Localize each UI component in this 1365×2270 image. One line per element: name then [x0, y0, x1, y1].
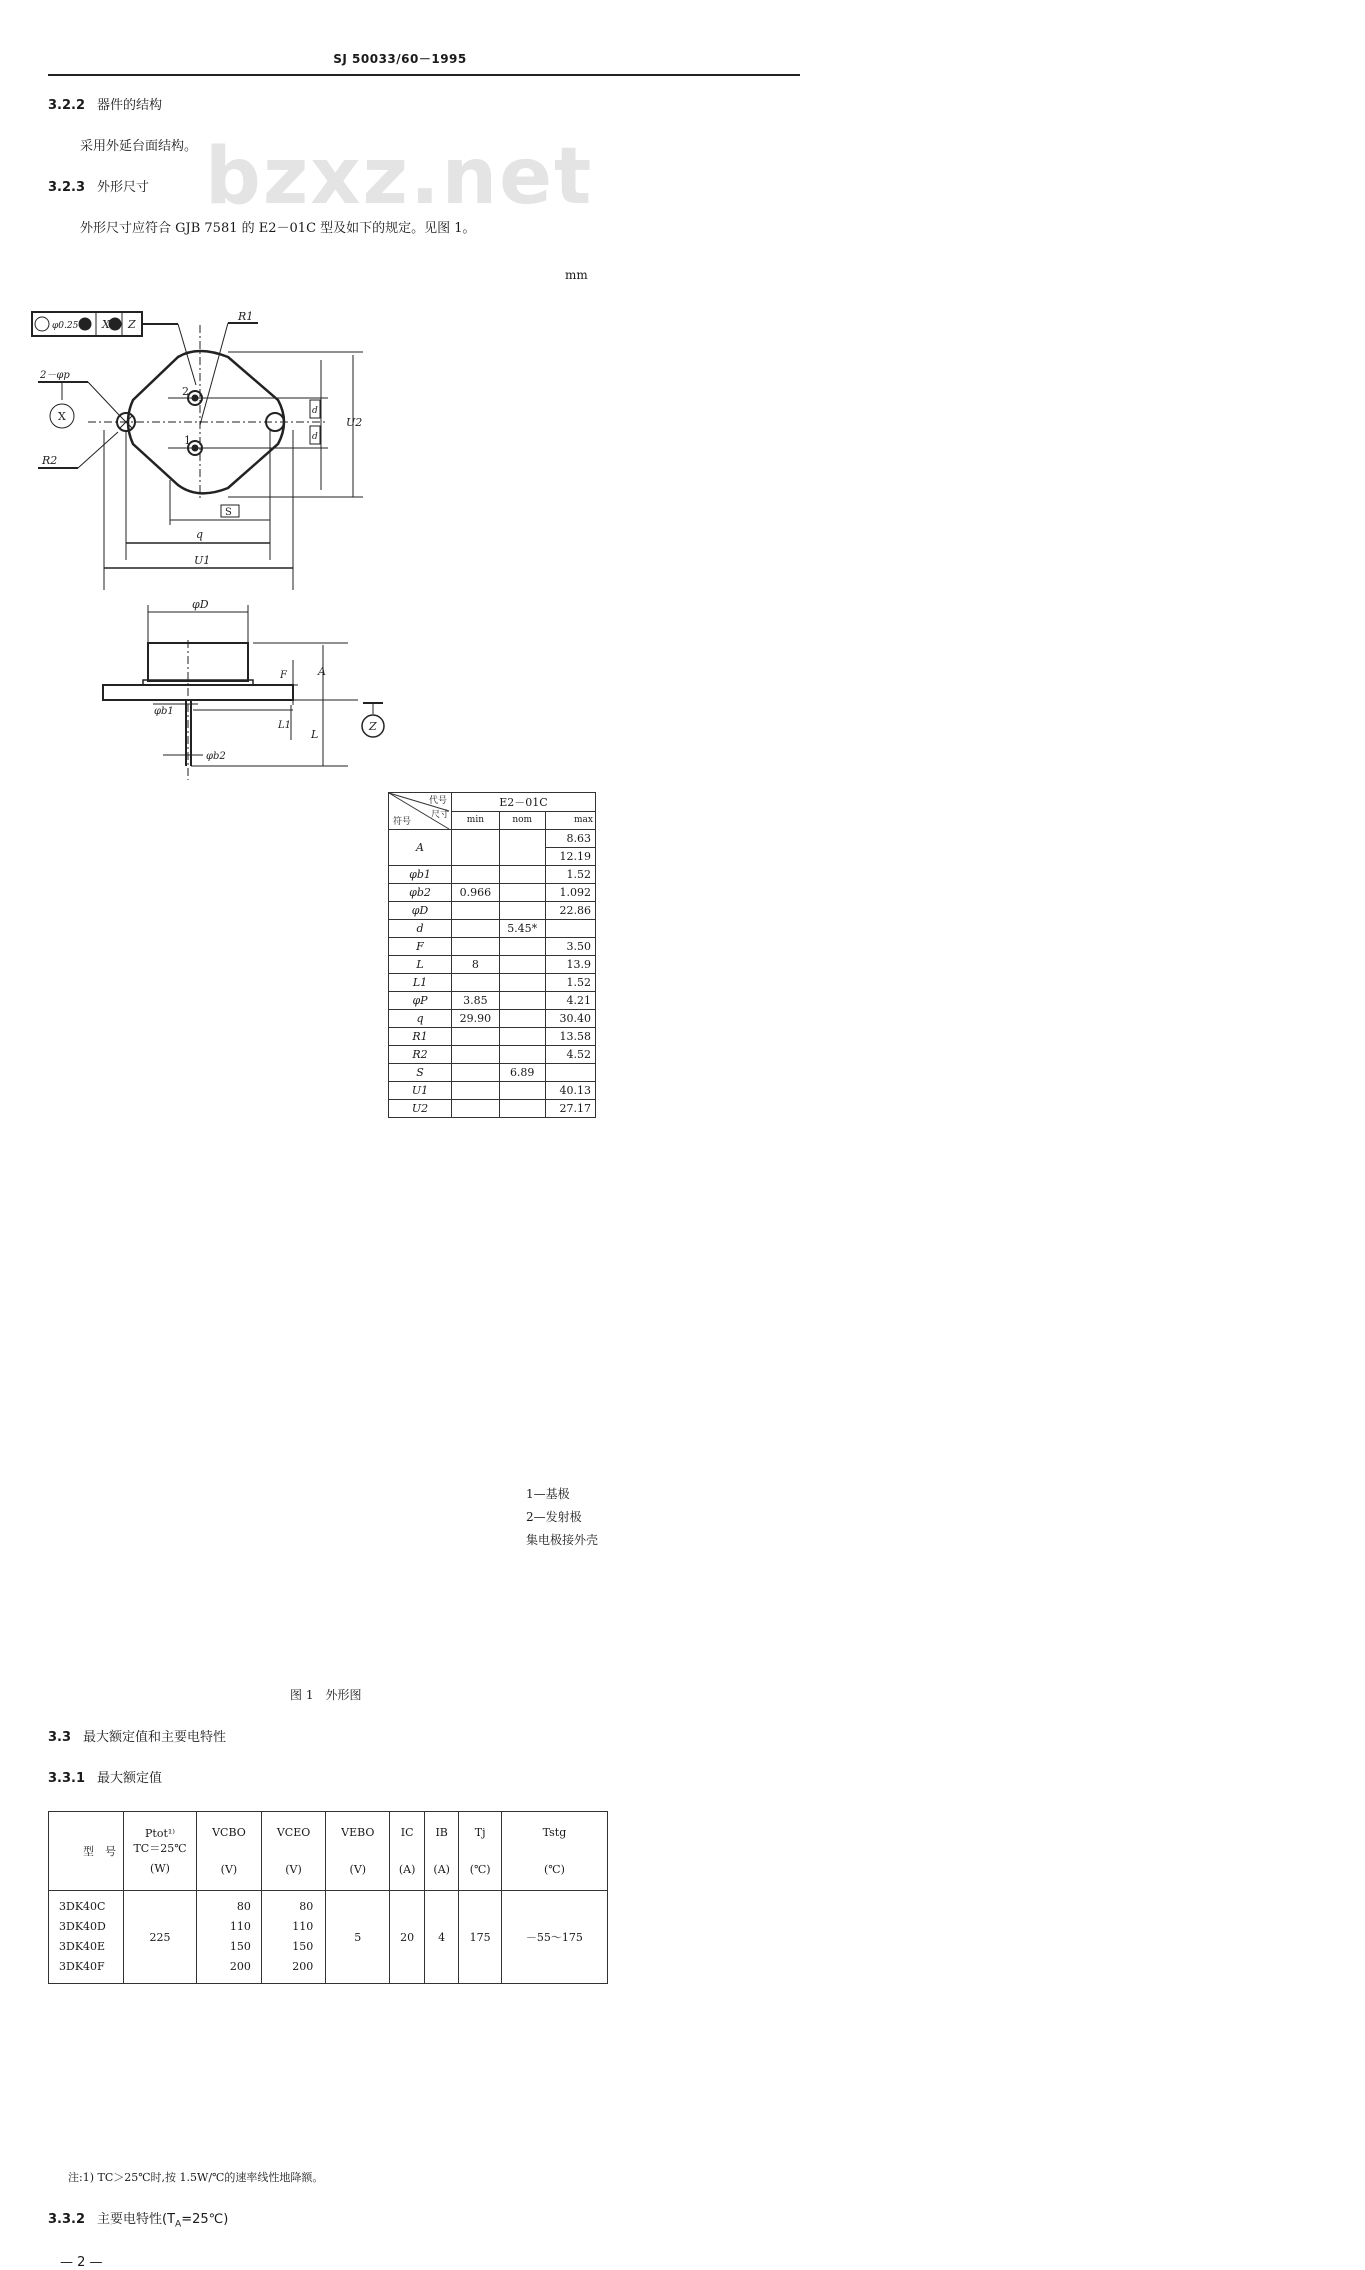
table-row: [49, 1891, 608, 1984]
ib-value: 4: [424, 1891, 459, 1984]
col-tstg: Tstg (℃): [501, 1812, 607, 1891]
col-vebo: VEBO (V): [326, 1812, 390, 1891]
label-f: F: [280, 670, 287, 681]
table-row: φb1 1.52: [389, 866, 596, 884]
figure-caption: 图 1 外形图: [290, 1688, 362, 1702]
table-row: U2 27.17: [389, 1100, 596, 1118]
page-number: — 2 —: [60, 2254, 103, 2270]
ptot-value: 225: [124, 1891, 197, 1984]
tj-value: 175: [459, 1891, 501, 1984]
table-row: L 8 13.9: [389, 956, 596, 974]
label-phi-b1: φb1: [154, 706, 174, 717]
vebo-value: 5: [326, 1891, 390, 1984]
tstg-value: －55～175: [501, 1891, 607, 1984]
table-row: F 3.50: [389, 938, 596, 956]
vcbo-values: 80 110 150 200: [197, 1891, 262, 1984]
section-3-2-2-body: 采用外延台面结构。: [80, 139, 198, 154]
col-vcbo: VCBO (V): [197, 1812, 262, 1891]
section-3-3-2-heading: 3.3.2 主要电特性$(T_A=25℃)$: [48, 2212, 229, 2230]
pin-legend: [526, 1483, 1326, 1552]
legend-pin-2: 2—发射极: [526, 1510, 582, 1524]
label-u2: U2: [346, 416, 363, 429]
vceo-values: 80 110 150 200: [261, 1891, 325, 1984]
label-phi-d: φD: [192, 598, 209, 611]
tolerance-datum-x: X: [102, 318, 110, 331]
table-row: d 5.45*: [389, 920, 596, 938]
table-row: φP 3.85 4.21: [389, 992, 596, 1010]
legend-pin-1: 1—基极: [526, 1487, 570, 1501]
col-ptot: Ptot¹⁾ TC＝25℃ (W): [124, 1812, 197, 1891]
label-d-upper: d: [312, 406, 318, 416]
max-ratings-table: [48, 1811, 608, 1984]
table-row: φD 22.86: [389, 902, 596, 920]
table-row: φb2 0.966 1.092: [389, 884, 596, 902]
standard-number-header: SJ 50033/60－1995: [333, 52, 467, 66]
col-tj: Tj (℃): [459, 1812, 501, 1891]
label-datum-x: X: [58, 410, 66, 423]
section-3-3-heading: 3.3 最大额定值和主要电特性: [48, 1730, 227, 1745]
label-r2: R2: [42, 454, 58, 467]
legend-collector: 集电极接外壳: [526, 1533, 599, 1547]
table-row: R2 4.52: [389, 1046, 596, 1064]
label-a: A: [318, 665, 326, 678]
label-l1: L1: [278, 720, 292, 731]
table-row: q 29.90 30.40: [389, 1010, 596, 1028]
tolerance-value: φ0.25 M: [52, 321, 91, 331]
table-row: U1 40.13: [389, 1082, 596, 1100]
label-pin-1: 1: [184, 434, 191, 447]
section-3-2-3-body: 外形尺寸应符合 GJB 7581 的 E2－01C 型及如下的规定。见图 1。: [80, 221, 476, 236]
label-pin-dia: 2－φp: [40, 370, 70, 381]
section-3-3-1-heading: 3.3.1 最大额定值: [48, 1771, 163, 1786]
label-q: q: [196, 528, 204, 541]
ic-value: 20: [390, 1891, 425, 1984]
label-r1: R1: [238, 310, 254, 323]
label-s: S: [225, 507, 232, 518]
label-l: L: [311, 728, 319, 741]
col-ic: IC (A): [390, 1812, 425, 1891]
corner-cell: 代号 尺寸 符号: [389, 793, 452, 830]
tolerance-datum-z: Z: [128, 318, 136, 331]
label-d-lower: d: [312, 432, 318, 442]
table-row: L1 1.52: [389, 974, 596, 992]
model-list: 3DK40C 3DK40D 3DK40E 3DK40F: [49, 1891, 124, 1984]
col-ib: IB (A): [424, 1812, 459, 1891]
outline-drawing: [28, 300, 388, 790]
table-row: A 8.63: [389, 830, 596, 848]
label-datum-z: Z: [369, 720, 377, 733]
section-3-2-2-heading: 3.2.2 器件的结构: [48, 98, 163, 113]
col-min: min: [452, 811, 500, 830]
col-nom: nom: [499, 811, 545, 830]
label-u1: U1: [194, 554, 211, 567]
label-phi-b2: φb2: [206, 751, 226, 762]
col-model: 型 号: [76, 1812, 124, 1891]
unit-label: mm: [565, 268, 588, 282]
package-header: E2－01C: [452, 793, 596, 812]
table-row: 12.19: [389, 848, 596, 866]
table-row: R1 13.58: [389, 1028, 596, 1046]
dimension-table: [388, 792, 596, 1118]
label-pin-2: 2: [182, 385, 189, 398]
watermark: bzxz.net: [205, 132, 594, 222]
footnote: 注:1) TC＞25℃时,按 1.5W/℃的速率线性地降额。: [68, 2171, 324, 2184]
col-max: max: [545, 811, 595, 830]
col-vceo: VCEO (V): [261, 1812, 325, 1891]
header-rule: [48, 74, 800, 76]
table-row: S 6.89: [389, 1064, 596, 1082]
section-3-2-3-heading: 3.2.3 外形尺寸: [48, 180, 150, 195]
